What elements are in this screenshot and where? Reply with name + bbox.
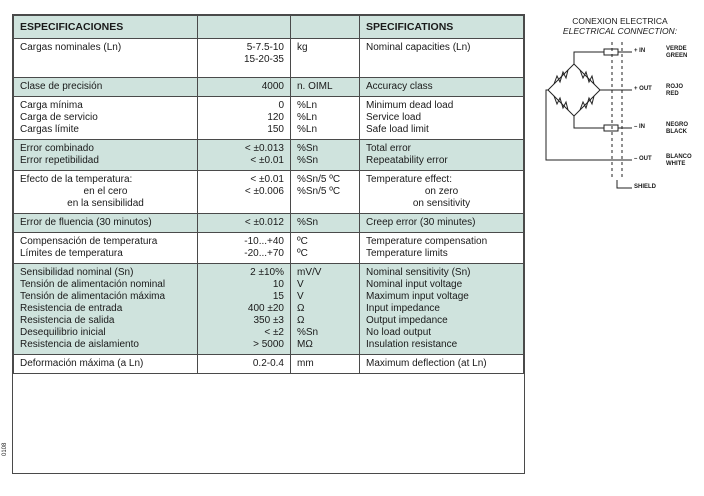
table-row	[14, 214, 524, 233]
cell-unit	[291, 39, 360, 78]
header-value	[198, 16, 291, 39]
cell-en	[360, 97, 524, 140]
cell-unit	[291, 171, 360, 214]
label-text: Insulation resistance	[366, 339, 458, 350]
label-text: en el cero	[83, 186, 128, 197]
cell-es	[14, 355, 198, 374]
cell-val	[198, 140, 291, 171]
compensation-resistor-2	[604, 125, 618, 131]
label-text: Nominal capacities (Ln)	[366, 42, 471, 53]
value-text: 120	[267, 112, 284, 123]
unit-text: n. OIML	[297, 81, 333, 92]
table-row	[14, 97, 524, 140]
cell-unit	[291, 97, 360, 140]
unit-text: %Ln	[297, 124, 318, 135]
label-text: Repeatability error	[366, 155, 448, 166]
label-text: No load output	[366, 327, 432, 338]
unit-text: MΩ	[297, 339, 313, 350]
value-text: < ±0.01	[250, 174, 284, 185]
label-text: Resistencia de aislamiento	[20, 339, 139, 350]
value-text: 350 ±3	[253, 315, 284, 326]
cell-es	[14, 171, 198, 214]
term-plus-in: + IN	[634, 48, 646, 54]
cell-unit	[291, 214, 360, 233]
table-row	[14, 264, 524, 355]
unit-text: %Ln	[297, 112, 318, 123]
cell-val	[198, 355, 291, 374]
wire-color-white: BLANCO WHITE	[666, 154, 692, 167]
label-text: Output impedance	[366, 315, 448, 326]
value-text: -10...+40	[244, 236, 284, 247]
cell-val	[198, 78, 291, 97]
label-text: Temperature effect:	[366, 174, 452, 185]
term-minus-in: – IN	[634, 124, 646, 130]
value-text: 2 ±10%	[250, 267, 284, 278]
table-filler-row	[14, 374, 524, 381]
cell-es	[14, 140, 198, 171]
connection-title-en: ELECTRICAL CONNECTION:	[562, 26, 678, 36]
spec-grid	[13, 15, 524, 380]
cell-val	[198, 171, 291, 214]
connection-title-es: CONEXION ELECTRICA	[572, 16, 668, 26]
label-text: on sensitivity	[412, 198, 471, 209]
unit-text: %Sn	[297, 217, 319, 228]
cell-val	[198, 233, 291, 264]
label-text: Error repetibilidad	[20, 155, 99, 166]
value-text: < ±0.01	[250, 155, 284, 166]
unit-text: V	[297, 291, 304, 302]
cell-val	[198, 97, 291, 140]
label-text: Tensión de alimentación máxima	[20, 291, 166, 302]
label-text: Clase de precisión	[20, 81, 103, 92]
label-text: Cargas nominales (Ln)	[20, 42, 122, 53]
unit-text: ºC	[297, 248, 308, 259]
label-text: Carga de servicio	[20, 112, 98, 123]
cell-val	[198, 214, 291, 233]
unit-text: %Sn	[297, 143, 319, 154]
value-text: < ±0.013	[244, 143, 284, 154]
wire-minus-in	[574, 116, 604, 128]
unit-text: %Sn/5 ºC	[297, 174, 341, 185]
cell-es	[14, 214, 198, 233]
label-text: Efecto de la temperatura:	[20, 174, 133, 185]
cell-val	[198, 264, 291, 355]
table-row	[14, 171, 524, 214]
cell-es	[14, 39, 198, 78]
compensation-resistor-1	[604, 49, 618, 55]
cell-es	[14, 233, 198, 264]
cell-es	[14, 264, 198, 355]
label-text: Error combinado	[20, 143, 94, 154]
table-header-row	[14, 16, 524, 39]
unit-text: %Ln	[297, 100, 318, 111]
label-text: Nominal input voltage	[366, 279, 463, 290]
value-text: < ±2	[264, 327, 284, 338]
label-text: Límites de temperatura	[20, 248, 123, 259]
header-es: ESPECIFICACIONES	[14, 16, 198, 39]
label-text: Maximum deflection (at Ln)	[366, 358, 487, 369]
unit-text: Ω	[297, 303, 305, 314]
label-text: Tensión de alimentación nominal	[20, 279, 166, 290]
label-text: Accuracy class	[366, 81, 433, 92]
unit-text: %Sn	[297, 155, 319, 166]
value-text: 0.2-0.4	[252, 358, 284, 369]
specifications-table	[12, 14, 525, 474]
cell-en	[360, 78, 524, 97]
value-text: 0	[278, 100, 284, 111]
unit-text: V	[297, 279, 304, 290]
table-row	[14, 39, 524, 78]
term-minus-out: – OUT	[634, 156, 652, 162]
value-text: > 5000	[253, 339, 284, 350]
label-text: Nominal sensitivity (Sn)	[366, 267, 471, 278]
label-text: Cargas límite	[20, 124, 79, 135]
cell-en	[360, 355, 524, 374]
wire-color-red: ROJO RED	[666, 84, 684, 97]
cell-val	[198, 39, 291, 78]
label-text: Compensación de temperatura	[20, 236, 158, 247]
value-text: 400 ±20	[247, 303, 284, 314]
label-text: Total error	[366, 143, 412, 154]
cell-en	[360, 264, 524, 355]
label-text: Temperature limits	[366, 248, 448, 259]
cell-unit	[291, 78, 360, 97]
shield-wire	[617, 180, 632, 188]
cell-en	[360, 214, 524, 233]
cell-es	[14, 97, 198, 140]
value-text: 4000	[261, 81, 284, 92]
cell-unit	[291, 233, 360, 264]
header-en: SPECIFICATIONS	[360, 16, 524, 39]
cell-unit	[291, 264, 360, 355]
value-text: 5-7.5-10	[246, 42, 284, 53]
label-text: Creep error (30 minutes)	[366, 217, 476, 228]
label-text: Error de fluencia (30 minutos)	[20, 217, 152, 228]
value-text: 150	[267, 124, 284, 135]
label-text: Temperature compensation	[366, 236, 488, 247]
label-text: on zero	[424, 186, 459, 197]
label-text: Maximum input voltage	[366, 291, 469, 302]
unit-text: %Sn	[297, 327, 319, 338]
cell-en	[360, 233, 524, 264]
label-text: en la sensibilidad	[67, 198, 144, 209]
cell-en	[360, 39, 524, 78]
term-shield: SHIELD	[634, 184, 657, 190]
label-text: Input impedance	[366, 303, 440, 314]
filler-cell	[14, 374, 524, 381]
label-text: Carga mínima	[20, 100, 83, 111]
value-text: 15-20-35	[243, 54, 284, 65]
table-row	[14, 355, 524, 374]
label-text: Service load	[366, 112, 422, 123]
label-text: Safe load limit	[366, 124, 429, 135]
wire-plus-in	[574, 52, 604, 64]
label-text: Resistencia de entrada	[20, 303, 123, 314]
header-unit	[291, 16, 360, 39]
side-code: 0108	[2, 442, 8, 456]
table-row	[14, 140, 524, 171]
cell-en	[360, 140, 524, 171]
label-text: Minimum dead load	[366, 100, 454, 111]
table-row	[14, 78, 524, 97]
term-plus-out: + OUT	[634, 86, 652, 92]
label-text: Sensibilidad nominal (Sn)	[20, 267, 134, 278]
table-row	[14, 233, 524, 264]
unit-text: ºC	[297, 236, 308, 247]
value-text: 15	[272, 291, 284, 302]
label-text: Resistencia de salida	[20, 315, 115, 326]
cell-en	[360, 171, 524, 214]
wire-color-green: VERDE GREEN	[666, 46, 688, 59]
wire-color-black: NEGRO BLACK	[666, 122, 689, 135]
cell-unit	[291, 355, 360, 374]
unit-text: mm	[297, 358, 314, 369]
cell-es	[14, 78, 198, 97]
unit-text: kg	[297, 42, 308, 53]
wheatstone-bridge	[540, 12, 700, 202]
value-text: < ±0.006	[244, 186, 284, 197]
cell-unit	[291, 140, 360, 171]
label-text: Deformación máxima (a Ln)	[20, 358, 144, 369]
unit-text: mV/V	[297, 267, 322, 278]
value-text: -20...+70	[244, 248, 284, 259]
unit-text: %Sn/5 ºC	[297, 186, 341, 197]
unit-text: Ω	[297, 315, 305, 326]
label-text: Desequilibrio inicial	[20, 327, 106, 338]
value-text: < ±0.012	[244, 217, 284, 228]
value-text: 10	[272, 279, 284, 290]
electrical-connection-diagram	[540, 12, 700, 202]
